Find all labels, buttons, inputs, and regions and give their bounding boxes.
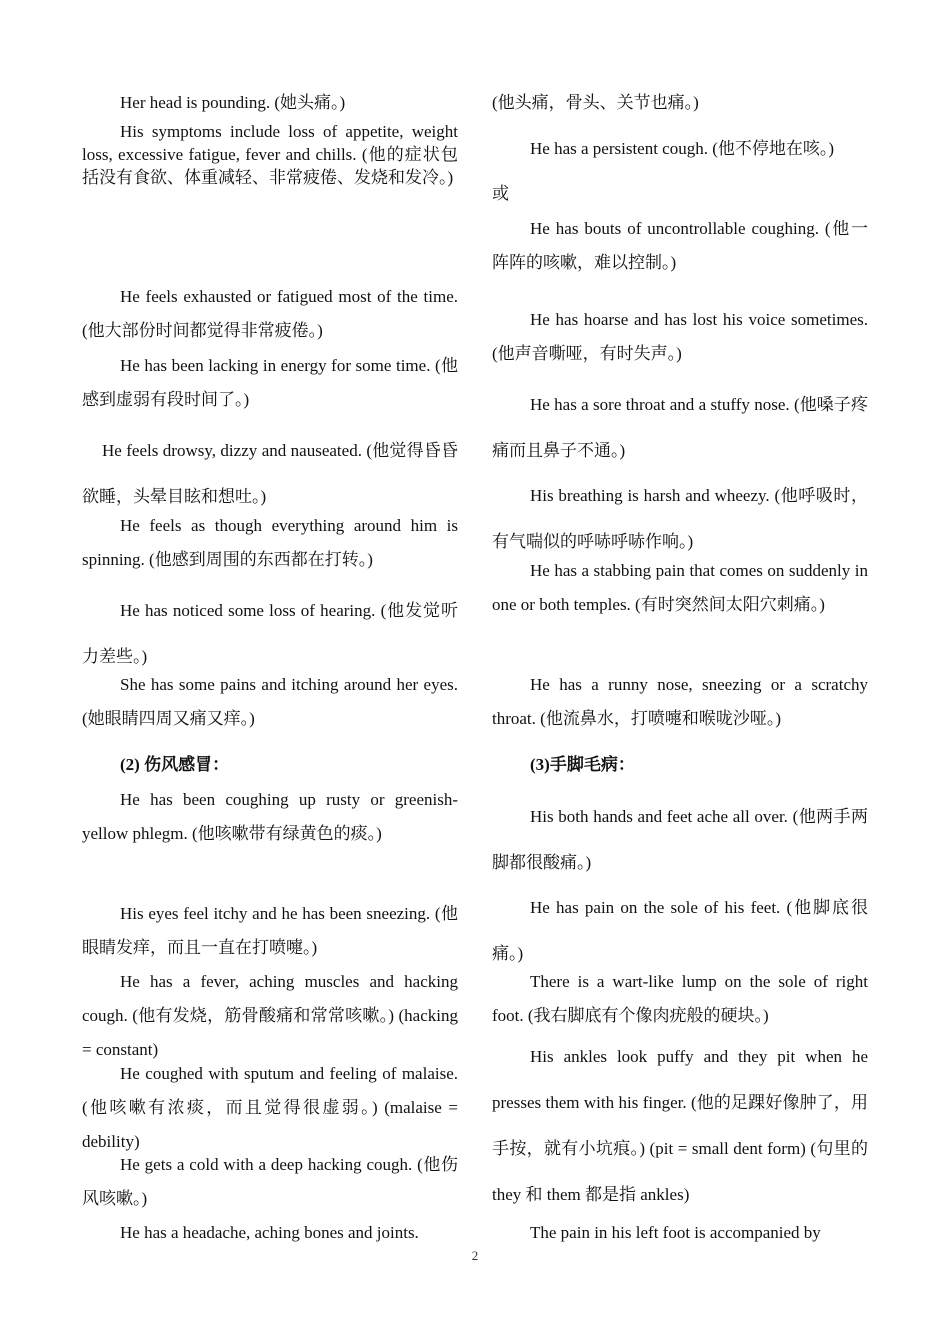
section-heading: (2) 伤风感冒： [120, 755, 230, 774]
paragraph: He has a sore throat and a stuffy nose. (他嗓子疼痛而且鼻子不通。) [492, 395, 868, 460]
paragraph: He has a fever, aching muscles and hacking cough. (他有发烧，筋骨酸痛和常常咳嗽。) (hacking = constant) [82, 972, 458, 1059]
paragraph: His ankles look puffy and they pit when he presses them with his finger. (他的足踝好像肿了，用手按，就有小坑痕。) (pit = small dent form) (句里的 they 和 them 都是指 ankles) [492, 1047, 868, 1204]
paragraph: His both hands and feet ache all over. (他两手两脚都很酸痛。) [492, 807, 868, 872]
paragraph: (他头痛，骨头、关节也痛。) [492, 93, 699, 112]
paragraph: He has bouts of uncontrollable coughing. (他一阵阵的咳嗽，难以控制。) [492, 219, 868, 272]
paragraph: He feels as though everything around him is spinning. (他感到周围的东西都在打转。) [82, 516, 458, 569]
paragraph: He gets a cold with a deep hacking cough. (他伤风咳嗽。) [82, 1155, 458, 1208]
paragraph: He has a headache, aching bones and joints. [120, 1223, 419, 1242]
paragraph: He has been lacking in energy for some time. (他感到虚弱有段时间了。) [82, 356, 458, 409]
paragraph: His eyes feel itchy and he has been sneezing. (他眼睛发痒，而且一直在打喷嚏。) [82, 904, 458, 957]
paragraph: He coughed with sputum and feeling of malaise. (他咳嗽有浓痰，而且觉得很虚弱。) (malaise = debility) [82, 1064, 458, 1151]
paragraph: His symptoms include loss of appetite, weight loss, excessive fatigue, fever and chills. (他的症状包括没有食欲、体重减轻、非常疲倦、发烧和发冷。) [82, 122, 458, 187]
paragraph: Her head is pounding. (她头痛。) [120, 93, 346, 112]
section-heading: (3)手脚毛病： [530, 755, 635, 774]
paragraph: 或 [492, 184, 509, 203]
paragraph: He has pain on the sole of his feet. (他脚底很痛。) [492, 898, 868, 963]
paragraph: He has been coughing up rusty or greenish-yellow phlegm. (他咳嗽带有绿黄色的痰。) [82, 790, 458, 843]
paragraph: He has a runny nose, sneezing or a scratchy throat. (他流鼻水，打喷嚏和喉咙沙哑。) [492, 675, 868, 728]
paragraph: He has noticed some loss of hearing. (他发觉听力差些。) [82, 601, 458, 666]
paragraph: She has some pains and itching around her eyes. (她眼睛四周又痛又痒。) [82, 675, 458, 728]
paragraph: He has a stabbing pain that comes on suddenly in one or both temples. (有时突然间太阳穴刺痛。) [492, 561, 868, 614]
paragraph: His breathing is harsh and wheezy. (他呼吸时，有气喘似的呼哧呼哧作响。) [492, 486, 868, 551]
paragraph: He has hoarse and has lost his voice sometimes. (他声音嘶哑，有时失声。) [492, 310, 868, 363]
paragraph: He feels exhausted or fatigued most of the time. (他大部份时间都觉得非常疲倦。) [82, 287, 458, 340]
paragraph: He has a persistent cough. (他不停地在咳。) [530, 139, 835, 158]
page-number: 2 [471, 1248, 479, 1263]
paragraph: The pain in his left foot is accompanied by [530, 1223, 821, 1242]
paragraph: There is a wart-like lump on the sole of right foot. (我右脚底有个像肉疣般的硬块。) [492, 972, 868, 1025]
paragraph: He feels drowsy, dizzy and nauseated. (他觉得昏昏欲睡，头晕目眩和想吐。) [82, 441, 458, 506]
